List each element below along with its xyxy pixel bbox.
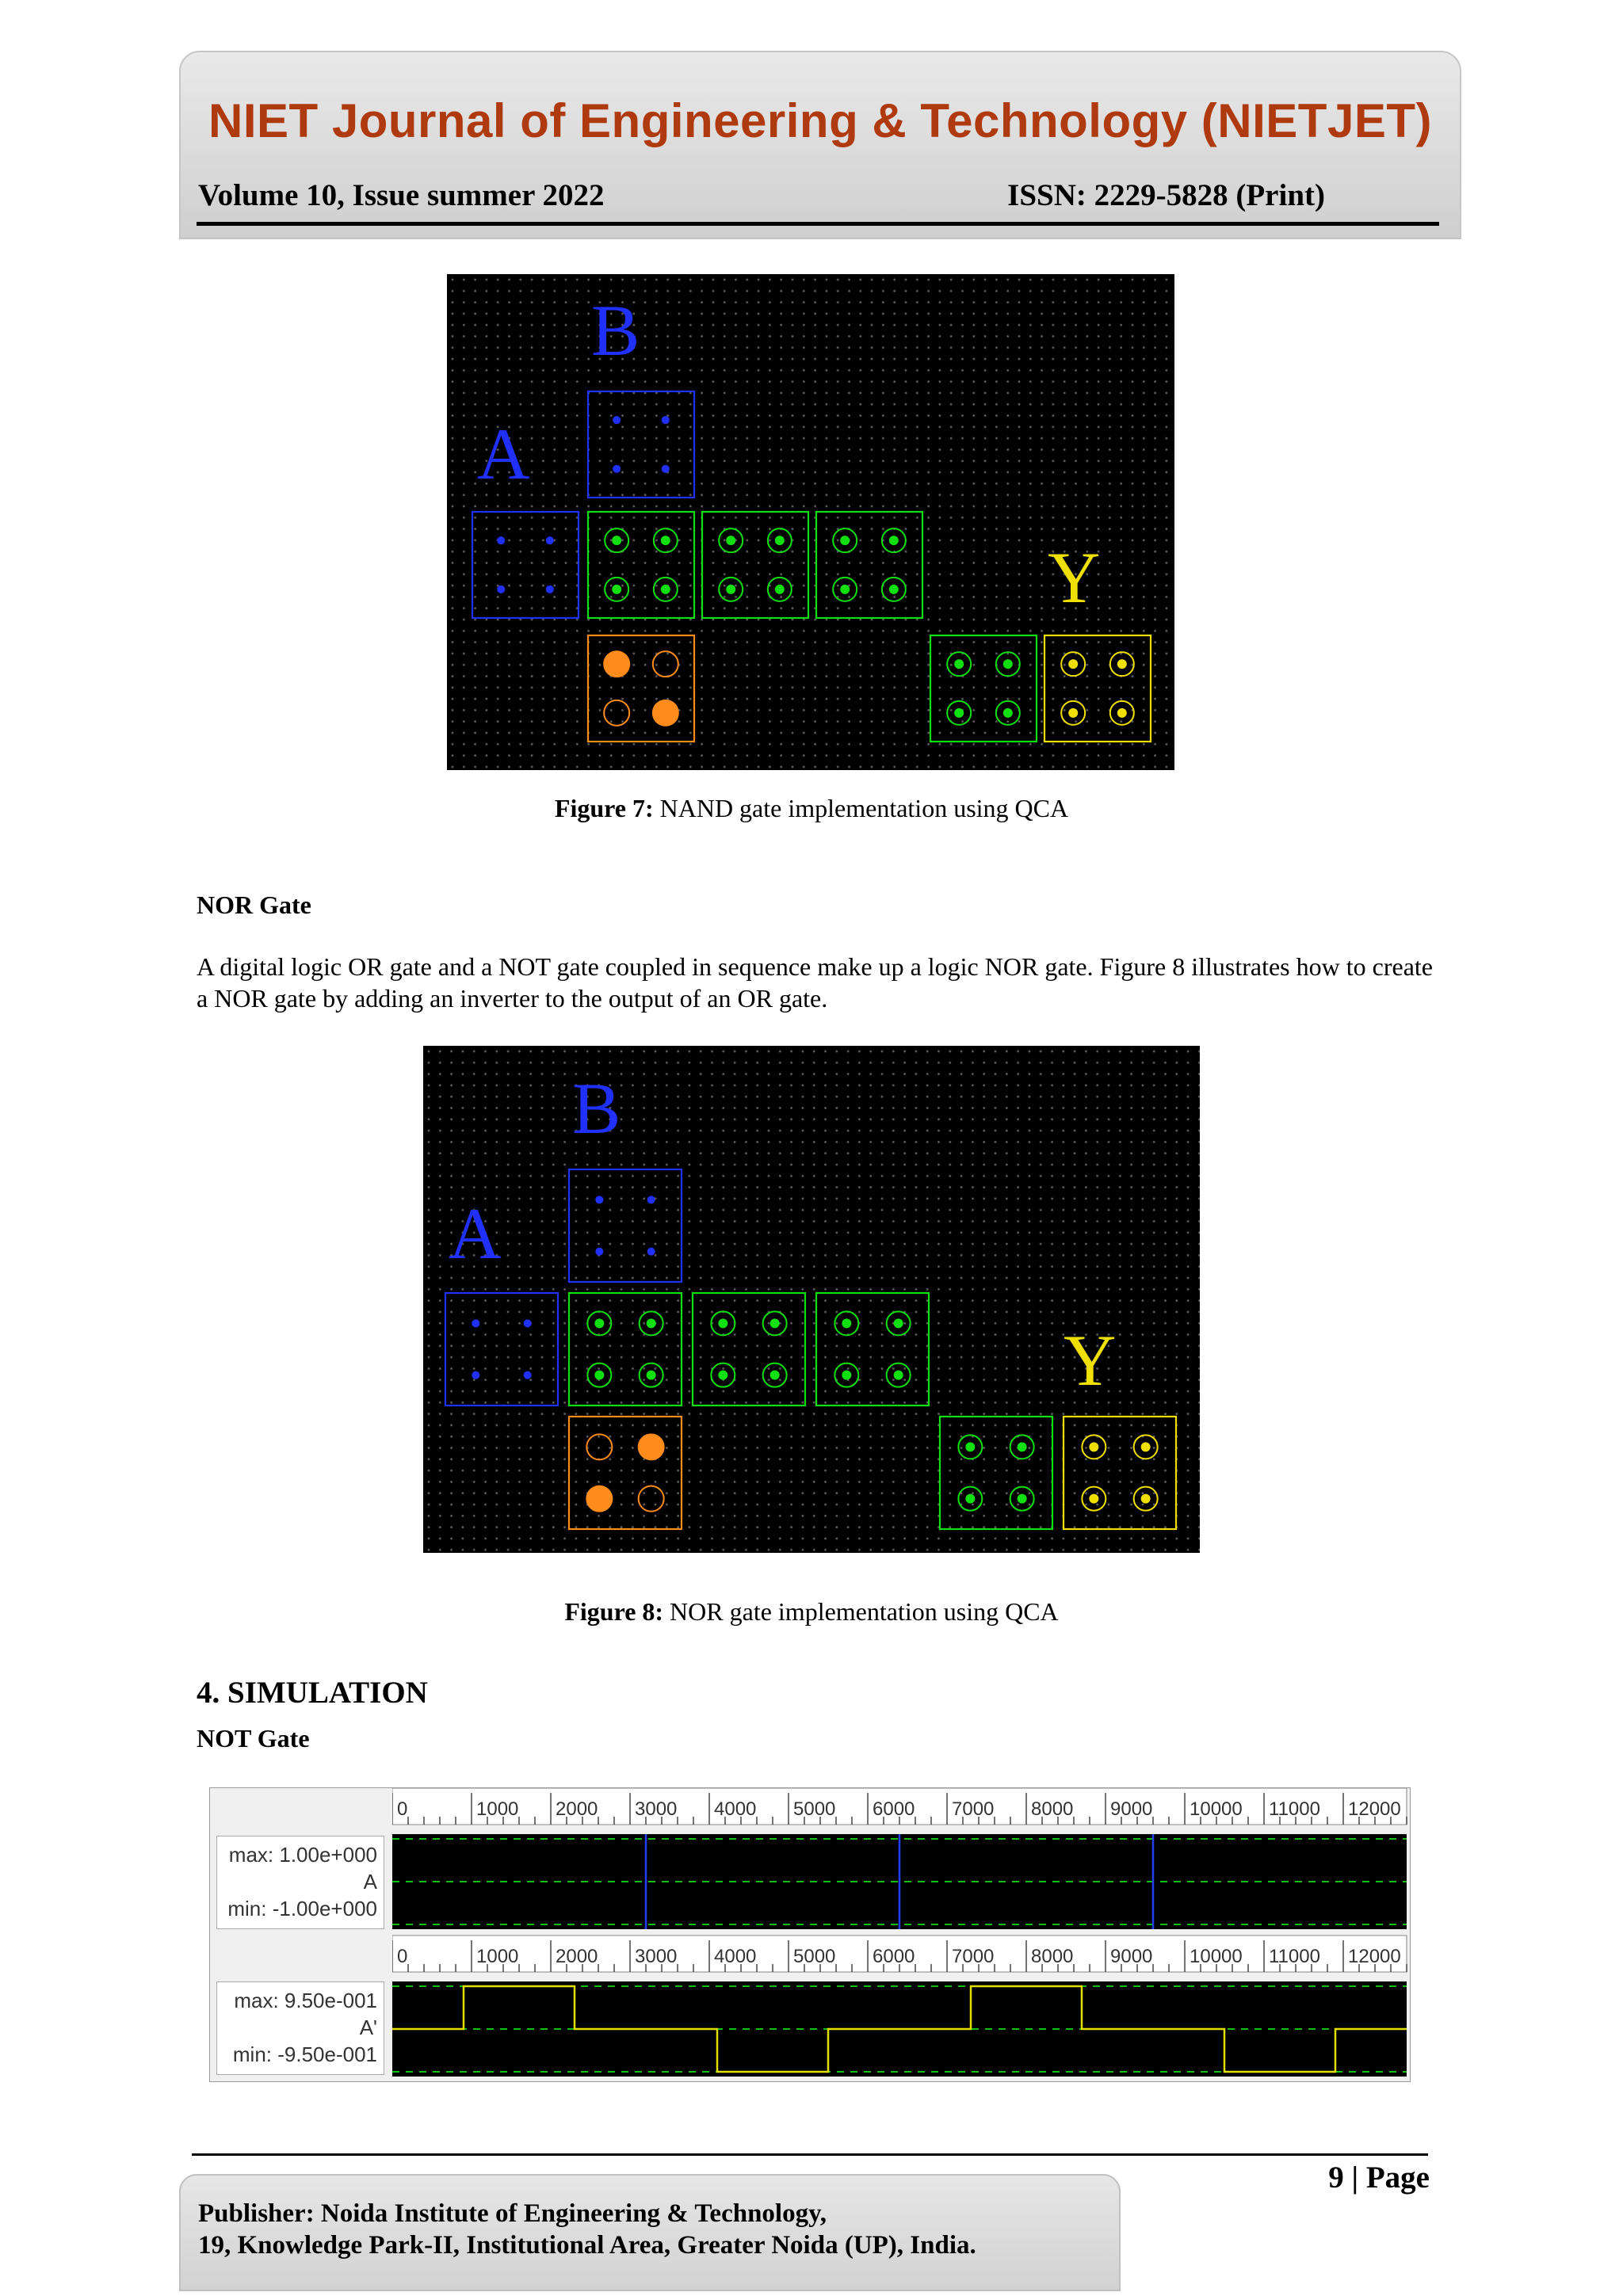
signal-a-not-scale [216, 1981, 384, 2075]
time-tick-label: 0 [397, 1798, 408, 1820]
time-tick-label: 2000 [556, 1946, 598, 1967]
publisher-info [198, 2198, 976, 2261]
label-y: Y [1048, 537, 1101, 618]
time-tick-label: 7000 [952, 1946, 995, 1967]
signal-a-trace [392, 1834, 1407, 1929]
time-tick-label: 12000 [1348, 1946, 1401, 1967]
time-tick-label: 6000 [873, 1946, 915, 1967]
signal-a-not-trace [392, 1981, 1407, 2077]
time-tick-label: 8000 [1031, 1946, 1074, 1967]
time-tick-label: 10000 [1190, 1946, 1243, 1967]
page-number: 9 | Page [1328, 2161, 1430, 2195]
time-tick-label: 11000 [1269, 1946, 1320, 1967]
signal-a-not-name: A' [359, 2016, 377, 2039]
figure-7-qca-layout [447, 274, 1174, 770]
signal-a-name: A [363, 1870, 377, 1894]
signal-a-max: max: 1.00e+000 [228, 1843, 377, 1867]
signal-a-scale [216, 1836, 384, 1929]
figure-8-text: NOR gate implementation using QCA [663, 1597, 1059, 1626]
journal-header [179, 51, 1461, 239]
nor-gate-heading: NOR Gate [197, 891, 311, 919]
label-b: B [591, 290, 640, 371]
time-tick-label: 11000 [1269, 1798, 1320, 1820]
time-tick-label: 8000 [1031, 1798, 1074, 1820]
signal-a-min: min: -1.00e+000 [227, 1897, 377, 1920]
signal-a-not-min: min: -9.50e-001 [232, 2042, 377, 2066]
label-a: A [449, 1193, 502, 1274]
time-tick-label: 9000 [1110, 1946, 1153, 1967]
time-tick-label: 5000 [793, 1798, 836, 1820]
header-rule [197, 222, 1439, 226]
waveform-plot [392, 1788, 1410, 2081]
figure-7-caption [0, 794, 1623, 823]
time-tick-label: 1000 [476, 1946, 519, 1967]
label-b: B [572, 1068, 621, 1149]
time-tick-label: 2000 [556, 1798, 598, 1820]
signal-a-not-max: max: 9.50e-001 [234, 1989, 377, 2012]
waveform-viewer [209, 1787, 1411, 2082]
time-tick-label: 4000 [714, 1798, 757, 1820]
time-tick-label: 4000 [714, 1946, 757, 1967]
section-title-simulation: 4. SIMULATION [197, 1676, 428, 1710]
time-tick-label: 5000 [793, 1946, 836, 1967]
label-a: A [477, 414, 530, 494]
volume-issue: Volume 10, Issue summer 2022 [198, 178, 605, 212]
issn: ISSN: 2229-5828 (Print) [1007, 178, 1325, 212]
figure-7-text: NAND gate implementation using QCA [653, 794, 1069, 822]
figure-8-label: Figure 8: [564, 1597, 664, 1626]
time-ruler-top [392, 1788, 1407, 1825]
time-tick-label: 3000 [635, 1798, 678, 1820]
time-tick-label: 6000 [873, 1798, 915, 1820]
figure-8-caption [0, 1597, 1623, 1627]
publisher-line-2: 19, Knowledge Park-II, Institutional Area, Greater Noida (UP), India. [198, 2231, 976, 2260]
time-tick-label: 0 [397, 1946, 408, 1967]
not-gate-heading: NOT Gate [197, 1724, 310, 1753]
label-y: Y [1064, 1320, 1117, 1401]
publisher-line-1: Publisher: Noida Institute of Engineering & Technology, [198, 2199, 827, 2228]
figure-8-qca-layout [423, 1046, 1200, 1553]
publisher-box [179, 2174, 1121, 2291]
footer-rule [192, 2153, 1428, 2156]
nor-gate-paragraph: A digital logic OR gate and a NOT gate coupled in sequence make up a logic NOR gate. Figure 8 illustrates how to create a NOR gate by adding an inverter to the output of an OR gate. [197, 952, 1433, 1013]
time-tick-label: 1000 [476, 1798, 519, 1820]
time-tick-label: 12000 [1348, 1798, 1401, 1820]
time-tick-label: 3000 [635, 1946, 678, 1967]
time-tick-label: 9000 [1110, 1798, 1153, 1820]
time-tick-label: 7000 [952, 1798, 995, 1820]
time-tick-label: 10000 [1190, 1798, 1243, 1820]
time-ruler-bottom [392, 1936, 1407, 1972]
figure-7-label: Figure 7: [554, 794, 654, 822]
journal-title: NIET Journal of Engineering & Technology (NIETJET) [208, 94, 1432, 147]
